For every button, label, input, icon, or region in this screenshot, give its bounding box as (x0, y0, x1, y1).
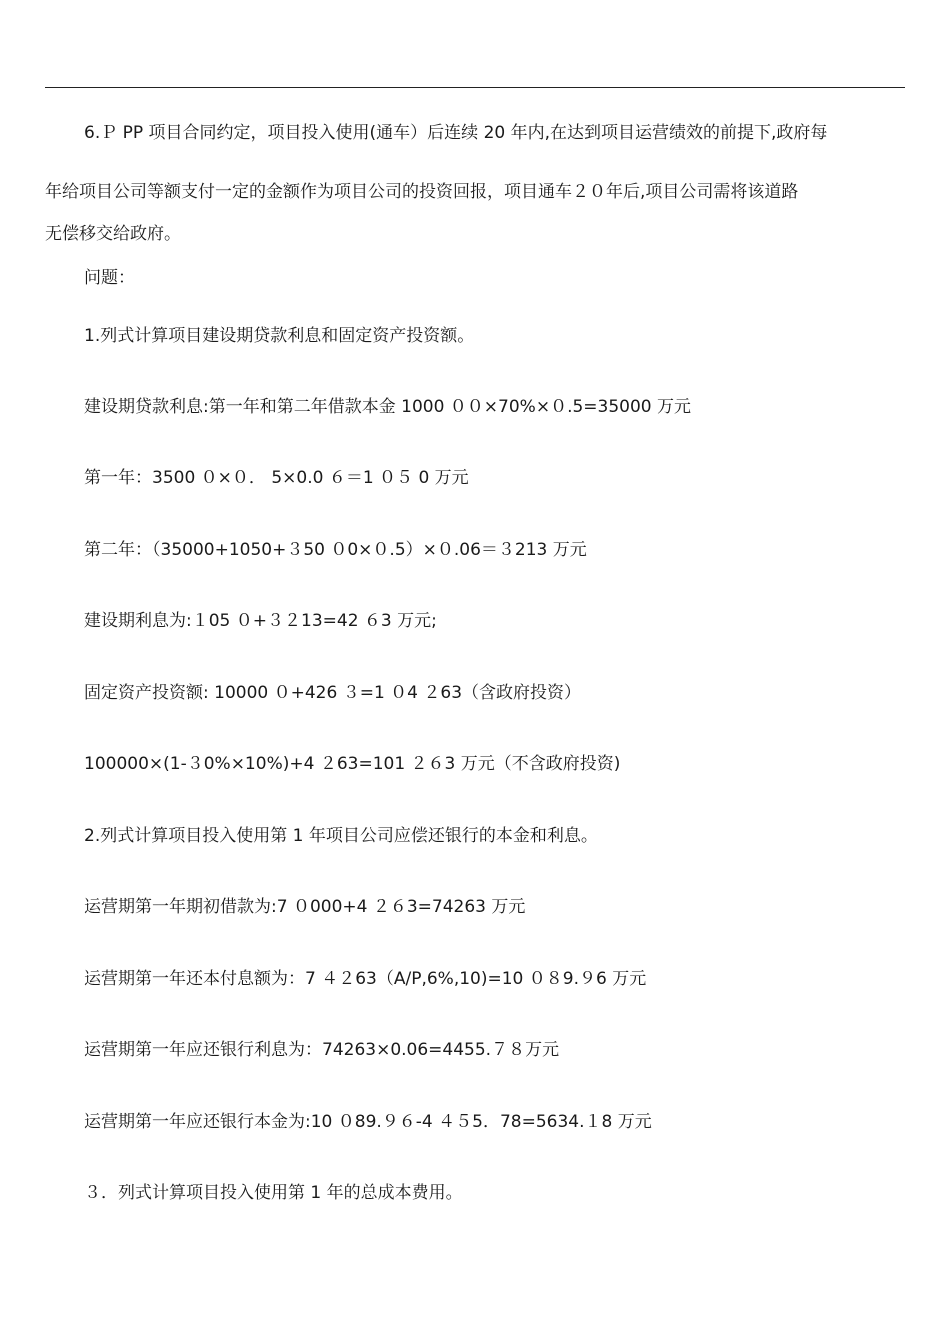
question-heading: 问题： (84, 268, 135, 288)
calc-annual-repayment: 运营期第一年还本付息额为：7 ４２63（A/P,6%,10)=10 ０８9.９6 万元 (84, 969, 647, 989)
question-1-title: 1.列式计算项目建设期贷款利息和固定资产投资额。 (84, 326, 475, 346)
calc-year-2: 第二年：（35000+1050+３50 ０0×０.5）×０.06＝３213 万元 (84, 540, 587, 560)
calc-initial-loan: 运营期第一年期初借款为:7 ０000+4 ２６3=74263 万元 (84, 897, 526, 917)
calc-fixed-assets-excl-gov: 100000×(1-３0%×10%)+4 ２63=101 ２６3 万元（不含政府投资) (84, 754, 621, 774)
calc-interest-due: 运营期第一年应还银行利息为：74263×0.06=4455.７８万元 (84, 1040, 560, 1060)
intro-paragraph-line-1: 6.Ｐ PP 项目合同约定，项目投入使用(通车）后连续 20 年内,在达到项目运营绩效的前提下,政府每 (84, 123, 828, 143)
header-rule (45, 87, 905, 88)
question-3-title: ３．列式计算项目投入使用第 1 年的总成本费用。 (84, 1183, 463, 1203)
intro-paragraph-line-3: 无偿移交给政府。 (45, 224, 181, 244)
calc-year-1: 第一年：3500 ０×０． 5×0.0 ６＝1 ０５ 0 万元 (84, 468, 469, 488)
calc-principal-due: 运营期第一年应还银行本金为:10 ０89.９６-4 ４５5．78=5634.１8 万元 (84, 1112, 652, 1132)
question-2-title: 2.列式计算项目投入使用第 1 年项目公司应偿还银行的本金和利息。 (84, 826, 598, 846)
calc-loan-interest: 建设期贷款利息:第一年和第二年借款本金 1000 ００×70%×０.5=35000 万元 (84, 397, 692, 417)
calc-fixed-assets-incl-gov: 固定资产投资额: 10000 ０+426 ３=1 ０4 ２63（含政府投资） (84, 683, 582, 703)
calc-construction-interest: 建设期利息为:１05 ０+３２13=42 ６3 万元; (84, 611, 437, 631)
intro-paragraph-line-2: 年给项目公司等额支付一定的金额作为项目公司的投资回报，项目通车２０年后,项目公司需将该道路 (45, 182, 799, 202)
